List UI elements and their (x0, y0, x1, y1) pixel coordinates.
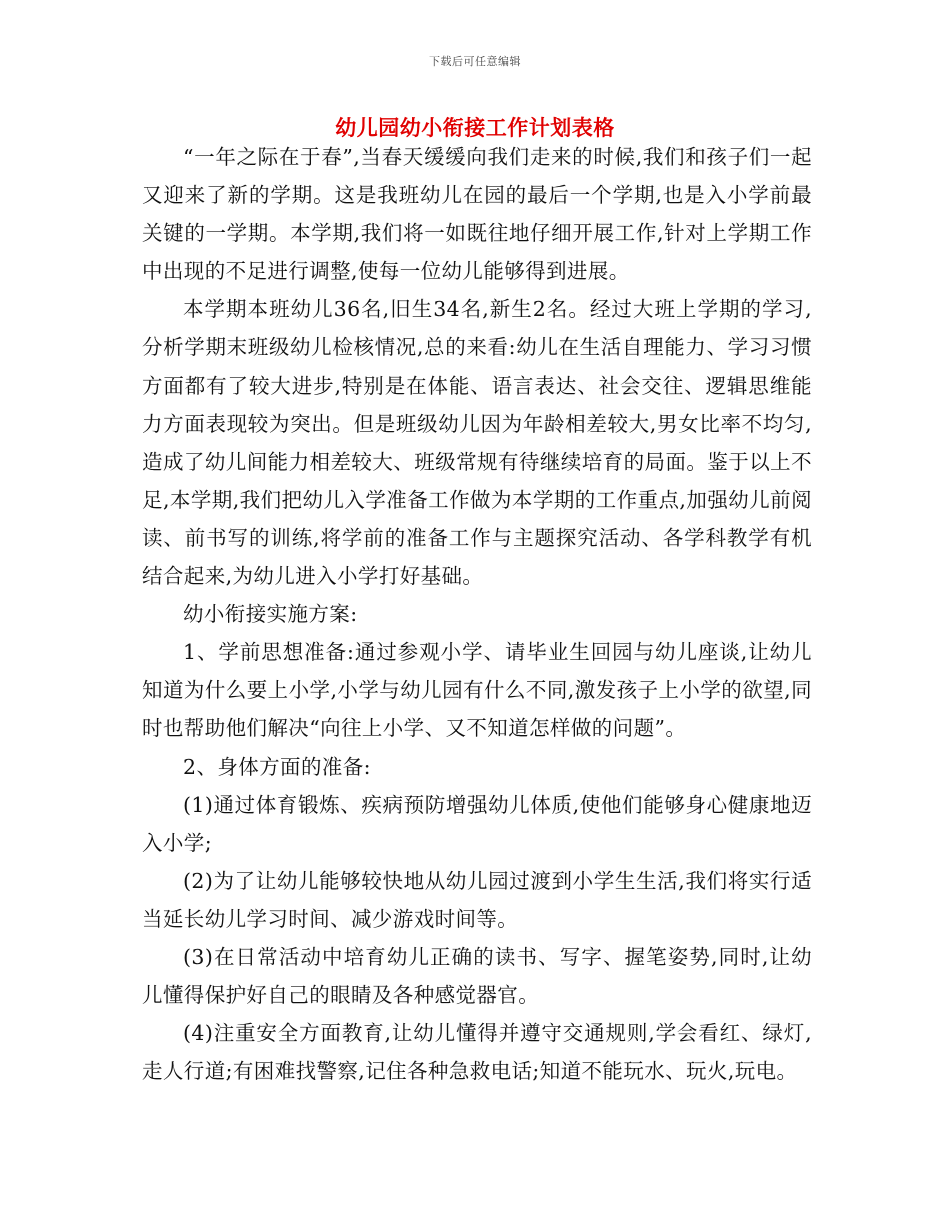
document-body (142, 138, 812, 1090)
paragraph-plan-heading: 幼小衔接实施方案: (183, 602, 358, 627)
paragraph-subitem-2: (2)为了让幼儿能够较快地从幼儿园过渡到小学生生活,我们将实行适当延长幼儿学习时间、减少游戏时间等。 (142, 868, 812, 931)
paragraph-subitem-3: (3)在日常活动中培育幼儿正确的读书、写字、握笔姿势,同时,让幼儿懂得保护好自己的眼睛及各种感觉器官。 (142, 944, 812, 1008)
document-title: 幼儿园幼小衔接工作计划表格 (335, 115, 615, 140)
paragraph-subitem-1: (1)通过体育锻炼、疾病预防增强幼儿体质,使他们能够身心健康地迈入小学; (142, 792, 812, 855)
header-note: 下载后可任意编辑 (429, 55, 521, 68)
paragraph-subitem-4: (4)注重安全方面教育,让幼儿懂得并遵守交通规则,学会看红、绿灯,走人行道;有困难找警察,记住各种急救电话;知道不能玩水、玩火,玩电。 (142, 1021, 812, 1084)
paragraph-item-1: 1、学前思想准备:通过参观小学、请毕业生回园与幼儿座谈,让幼儿知道为什么要上小学,小学与幼儿园有什么不同,激发孩子上小学的欲望,同时也帮助他们解决“向往上小学、又不知道怎样做的问题”。 (142, 640, 812, 741)
paragraph-intro: “一年之际在于春”,当春天缓缓向我们走来的时候,我们和孩子们一起又迎来了新的学期。这是我班幼儿在园的最后一个学期,也是入小学前最关键的一学期。本学期,我们将一如既往地仔细开展工作,针对上学期工作中出现的不足进行调整,使每一位幼儿能够得到进展。 (142, 145, 812, 284)
paragraph-class-analysis: 本学期本班幼儿36名,旧生34名,新生2名。经过大班上学期的学习,分析学期末班级幼儿检核情况,总的来看:幼儿在生活自理能力、学习习惯方面都有了较大进步,特别是在体能、语言表达、社会交往、逻辑思维能力方面表现较为突出。但是班级幼儿因为年龄相差较大,男女比率不均匀,造成了幼儿间能力相差较大、班级常规有待继续培育的局面。鉴于以上不足,本学期,我们把幼儿入学准备工作做为本学期的工作重点,加强幼儿前阅读、前书写的训练,将学前的准备工作与主题探究活动、各学科教学有机结合起来,为幼儿进入小学打好基础。 (142, 297, 812, 589)
paragraph-item-2: 2、身体方面的准备: (183, 754, 371, 779)
